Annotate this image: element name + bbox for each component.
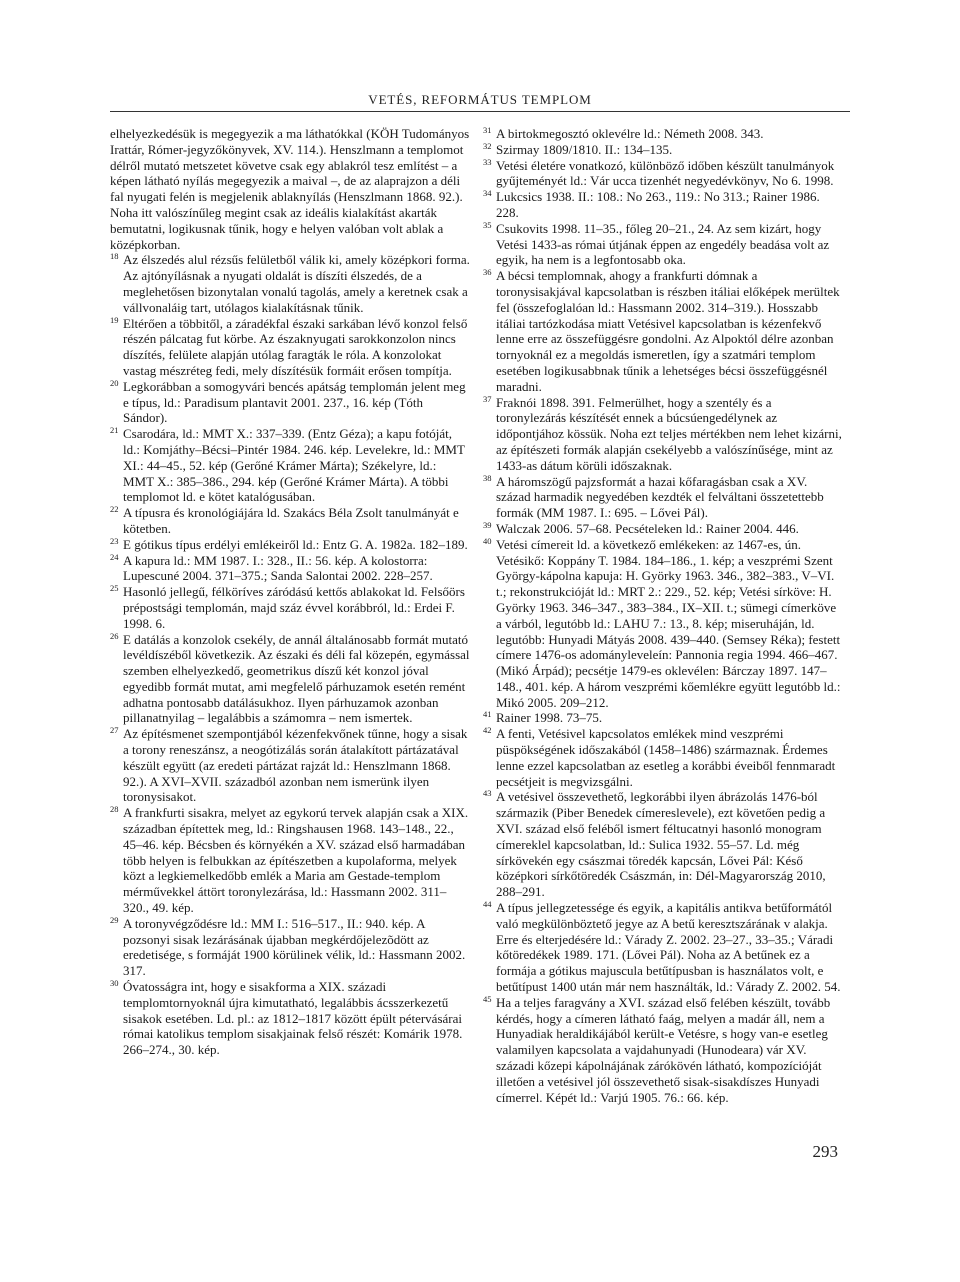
footnote-text: A bécsi templomnak, ahogy a frankfurti dómnak a toronysisakjával kapcsolatban is részben itáliai előképek merültek fel (összefoglalóan ld.: Hassmann 2002. 314–319.). Hosszabb itáliai tartózkodása miatt Vetésivel kapcsolatban is kézenfekvő lenne erre az összefüggésre gondolni. Az Alpoktól délre azonban tornyoknál ez a megoldás ismeretlen, így a szatmári templom esetében logikusabbnak tűnik a lehetséges bécsi összefüggésnél maradni. (496, 268, 840, 394)
footnote-text: Ha a teljes faragvány a XVI. század első felében készült, tovább kérdés, hogy a címeren látható faág, melyen a madár áll, nem a Hunyadiak heraldikájából került-e Vetésre, s hogy van-e esetleg valamilyen kapcsolata a vajdahunyadi (Hunodeara) vár XV. századi kőzepi kápolnájának zárókövén látható, kompozícióját illetően a vetésivel jól összevethető sisak-sisakdíszes Hunyadi címerrel. Képét ld.: Varjú 1905. 76.: 66. kép. (496, 994, 831, 1105)
footnote-text: Csarodára, ld.: MMT X.: 337–339. (Entz Géza); a kapu fotóját, ld.: Komjáthy–Bécsi–Pintér 1984. 246. kép. Levelekre, ld.: MMT XI.: 44–45., 52. kép (Gerőné Krámer Márta); Székelyre, ld.: MMT X.: 385–386., 294. kép (Gerőné Krámer Márta). A többi templomot ld. e kötet katalógusában. (123, 426, 465, 505)
footnote (483, 474, 843, 521)
footnote-number: 31 (483, 125, 492, 135)
left-column (110, 126, 470, 1058)
footnote (110, 379, 470, 426)
footnote-number: 35 (483, 219, 492, 230)
footnote (483, 900, 843, 995)
continued-footnote-text: elhelyezkedésük is megegyezik a ma láthatókkal (KÖH Tudományos Irattár, Rómer-jegyzőkönyvek, XV. 114.). Henszlmann a templomot délről mutató metszetet követve csak egy ablakról tesz említést – a képen látható nyílás megegyezik a maival –, de az alaprajzon a déli fal nyugati felén is megjelenik ablaknyílás (Henszlmann 1868. 92.). Noha itt valószínűleg megint csak az ideális kialakítást akarták bemutatni, logikusnak tűnik, hogy e helyen valóban volt ablak a középkorban. (110, 126, 470, 252)
footnote (483, 789, 843, 900)
footnote (110, 979, 470, 1058)
footnote-number: 19 (110, 314, 119, 325)
page-number: 293 (812, 1142, 838, 1161)
footnote (110, 553, 470, 585)
footnote (483, 710, 843, 726)
footnote-number: 42 (483, 725, 492, 736)
footnote-number: 26 (110, 630, 119, 641)
footnote-text: Fraknói 1898. 391. Felmerülhet, hogy a szentély és a toronylezárás készítését ennek a búcsúengedélynek az időpontjához kössük. Noha ezt teljes mértékben nem lehet kizárni, az építészeti formák alapján csekélyebb a valószínűsége, mint az 1433-as dátum körüli időszaknak. (496, 394, 842, 473)
footnote (483, 221, 843, 268)
footnote-number: 21 (110, 425, 119, 436)
footnote-number: 40 (483, 535, 492, 546)
footnote-text: Vetési életére vonatkozó, különböző időben készült tanulmányok gyűjteményét ld.: Vár ucca tizenhét negyedévkönyv, No 6. 1998. (496, 157, 835, 189)
footnote (483, 268, 843, 394)
footnote-number: 28 (110, 804, 119, 815)
footnote (483, 189, 843, 221)
footnote-text: Szirmay 1809/1810. II.: 134–135. (496, 141, 673, 157)
footnote-text: Rainer 1998. 73–75. (496, 710, 603, 726)
footnote-number: 44 (483, 899, 492, 910)
footnote-text: Lukcsics 1938. II.: 108.: No 263., 119.: No 313.; Rainer 1986. 228. (496, 189, 820, 220)
footnote-number: 29 (110, 914, 119, 925)
footnote-number: 27 (110, 725, 119, 736)
footnote-number: 41 (483, 709, 492, 720)
left-footnote-list (110, 252, 470, 1058)
footnote-number: 23 (110, 535, 119, 546)
footnote-text: Vetési címereit ld. a következő emlékeken: az 1467-es, ún. Vetésikő: Koppány T. 1984. 184–186., 1. kép; a veszprémi Szent György-kápolna kapuja: H. Györky 1963. 346., 382–383., V–VI. t.; rekonstrukcióját ld.: MRT 2.: 229., 52. kép; Vetési sírköve: H. Györky 1963. 346–347., 383–384., IX–XII. t.; sümegi címerköve a várból, legutóbb ld.: LAHU 7.: 13., 8. kép; miseruháján, ld. legutóbb: Hunyadi Mátyás 2008. 439–440. (Semsey Réka); festett címere 1476-os adományleveleín: Pannonia regia 1994. 466–467. (Mikó Árpád); pecsétje 1479-es oklevélen: Bárczay 1897. 147–148., 401. kép. A három veszprémi kőemlékre együtt legutóbb ld.: Mikó 2005. 209–212. (496, 536, 841, 710)
footnote-text: A háromszögű pajzsformát a hazai kőfaragásban csak a XV. század harmadik negyedében kezdték el felváltani összetettebb formák (MM 1987. I.: 695. – Lővei Pál). (496, 473, 824, 521)
footnote-text: A vetésivel összevethető, legkorábbi ilyen ábrázolás 1476-ból származik (Piber Benedek címereslevele), ezt követően pedig a XVI. század első feléből ismert féltucatnyi hasonló monogram címereklel kapcsolatban, ld.: Sulica 1932. 55–57. Ld. még sírkövekén egy császmai töredék kapcsán, Lővei Pál: Késő középkori sírkőtöredék Császmán, in: Dél-Magyarország 2010, 288–291. (496, 789, 826, 900)
header-rule (110, 111, 850, 112)
footnote-number: 38 (483, 472, 492, 483)
footnote-text: Hasonló jellegű, félköríves záródású kettős ablakokat ld. Felsőörs prépostsági templomán, majd száz évvel korábbról, ld.: Erdei F. 1998. 6. (123, 584, 465, 631)
footnote-number: 37 (483, 393, 492, 404)
footnote-number: 34 (483, 188, 492, 199)
footnote-number: 30 (110, 978, 119, 989)
footnote-text: Eltérően a többitől, a záradékfal északi sarkában lévő konzol felső részén pálcatag fut körbe. Az északnyugati sarokkonzolon nincs díszítés, felülete alapján utólag faragták le róla. A konzolokat vastag mészréteg fedi, mely díszítésük formáit erősen tompítja. (123, 315, 468, 378)
footnote-number: 33 (483, 156, 492, 167)
footnote (110, 505, 470, 537)
footnote-number: 43 (483, 788, 492, 799)
footnote-text: Az élszedés alul rézsűs felületből válik ki, amely középkori forma. Az ajtónyílásnak a nyugati oldalát is díszíti élszedés, de a meglehetősen bizonytalan vonalú tagolás, amely a keretnek csak a vállvonaláig tart, utólagos kialakításnak tűnik. (123, 252, 470, 315)
footnote (483, 726, 843, 789)
footnote-text: A birtokmegosztó oklevélre ld.: Németh 2008. 343. (496, 126, 764, 141)
footnote-text: A típusra és kronológiájára ld. Szakács Béla Zsolt tanulmányát e kötetben. (123, 505, 459, 536)
footnote-text: Csukovits 1998. 11–35., főleg 20–21., 24. Az sem kizárt, hogy Vetési 1433-as római útjának éppen az engedély beadása volt az egyik, ha nem is a legfontosabb oka. (496, 220, 830, 268)
footnote (110, 632, 470, 727)
footnote-text: Az építésmenet szempontjából kézenfekvőnek tűnne, hogy a sisak a torony reneszánsz, a neogótizálás során átalakított pártázatával készült együtt (az eredeti pártázat rajzát ld.: Henszlmann 1868. 92.). A XVI–XVII. századból azonban nem ismerünk ilyen toronysisakot. (123, 726, 468, 805)
footnote-number: 36 (483, 267, 492, 278)
footnote-number: 39 (483, 519, 492, 530)
footnote-text: Walczak 2006. 57–68. Pecsételeken ld.: Rainer 2004. 446. (496, 520, 799, 536)
footnote (110, 426, 470, 505)
right-column (483, 126, 843, 1105)
footnote-text: Óvatosságra int, hogy e sisakforma a XIX. századi templomtornyoknál újra kimutatható, legalábbis ácsszerkezetű sisakok esetében. Ld. pl.: az 1812–1817 között épült pétervásárai római katolikus templom sisakjainak felső részét: Komárik 1978. 266–274., 30. kép. (123, 979, 463, 1058)
footnote (110, 316, 470, 379)
running-header-title: VETÉS, REFORMÁTUS TEMPLOM (368, 92, 592, 107)
footnote-text: A frankfurti sisakra, melyet az egykorú tervek alapján csak a XIX. században építettek meg, ld.: Ringshausen 1968. 143–148., 22., 45–46. kép. Bécsben és környékén a XV. század első harmadában több helyen is felbukkan az építészetben a kupolaforma, melyek közt a legkiemelkedőbb emlék a Maria am Gestade-templom mérművekkel áttört toronylezárása, ld.: Hassmann 2002. 311–320., 49. kép. (123, 805, 469, 916)
footnote-number: 24 (110, 551, 119, 562)
footnote (110, 726, 470, 805)
footnote-text: E datálás a konzolok csekély, de annál általánosabb formát mutató levéldíszéből következik. Az északi és déli fal közepén, egymással szemben elhelyezkedő, geometrikus díszű két konzol jóval egyedibb formát mutat, ami megfelelő párhuzamok esetén remént adhatna pontosabb datálásukhoz. Ilyen párhuzamok azonban pillanatnyilag – legalábbis a számomra – nem ismertek. (123, 631, 470, 726)
footnote (483, 521, 843, 537)
footnote (483, 126, 843, 142)
footnote-number: 18 (110, 251, 119, 262)
footnote-number: 32 (483, 140, 492, 151)
footnote-number: 45 (483, 993, 492, 1004)
footnote (483, 142, 843, 158)
footnote-number: 22 (110, 504, 119, 515)
footnote (110, 916, 470, 979)
footnote (483, 537, 843, 711)
footnote-number: 20 (110, 377, 119, 388)
footnote (110, 537, 470, 553)
footnote-text: A fenti, Vetésivel kapcsolatos emlékek mind veszprémi püspökségének időszakából (1458–1486) származnak. Érdemes lenne ezzel kapcsolatban az esetleg a korábbi éveiből fennmaradt pecsétjeit is megvizsgálni. (496, 726, 836, 789)
footnote-text: A kapura ld.: MM 1987. I.: 328., II.: 56. kép. A kolostorra: Lupescuné 2004. 371–375.; Sanda Salontai 2002. 228–257. (123, 552, 433, 584)
footnote-text: Legkorábban a somogyvári bencés apátság templomán jelent meg e típus, ld.: Paradisum plantavit 2001. 237., 16. kép (Tóth Sándor). (123, 378, 466, 426)
footnote (483, 395, 843, 474)
footnote-text: A típus jellegzetessége és egyik, a kapitális antikva betűformától való megkülönböztető jegye az A betű keresztszárának v alakja. Erre és elterjedésére ld.: Várady Z. 2002. 23–27., 33–35.; Váradi kőtöredékek 1989. 171. (Lővei Pál). Noha az A betűnek ez a formája a gótikus majuscula betűtípusban is használatos volt, e betűtípust 1400 után már nem használták, ld.: Várady Z. 2002. 54. (496, 900, 841, 995)
footnote-text: A toronyvégződésre ld.: MM I.: 516–517., II.: 940. kép. A pozsonyi sisak lezárásának újabban megkérdőjelezõdött az eredetisége, s formáját 1900 körülinek vélik, ld.: Hassmann 2002. 317. (123, 915, 466, 979)
footnote (110, 805, 470, 916)
footnote-number: 25 (110, 583, 119, 594)
footnote-text: E gótikus típus erdélyi emlékeiről ld.: Entz G. A. 1982a. 182–189. (123, 536, 468, 552)
right-footnote-list (483, 126, 843, 1105)
footnote (483, 995, 843, 1106)
footnote (483, 158, 843, 190)
footnote (110, 584, 470, 631)
footnote (110, 252, 470, 315)
